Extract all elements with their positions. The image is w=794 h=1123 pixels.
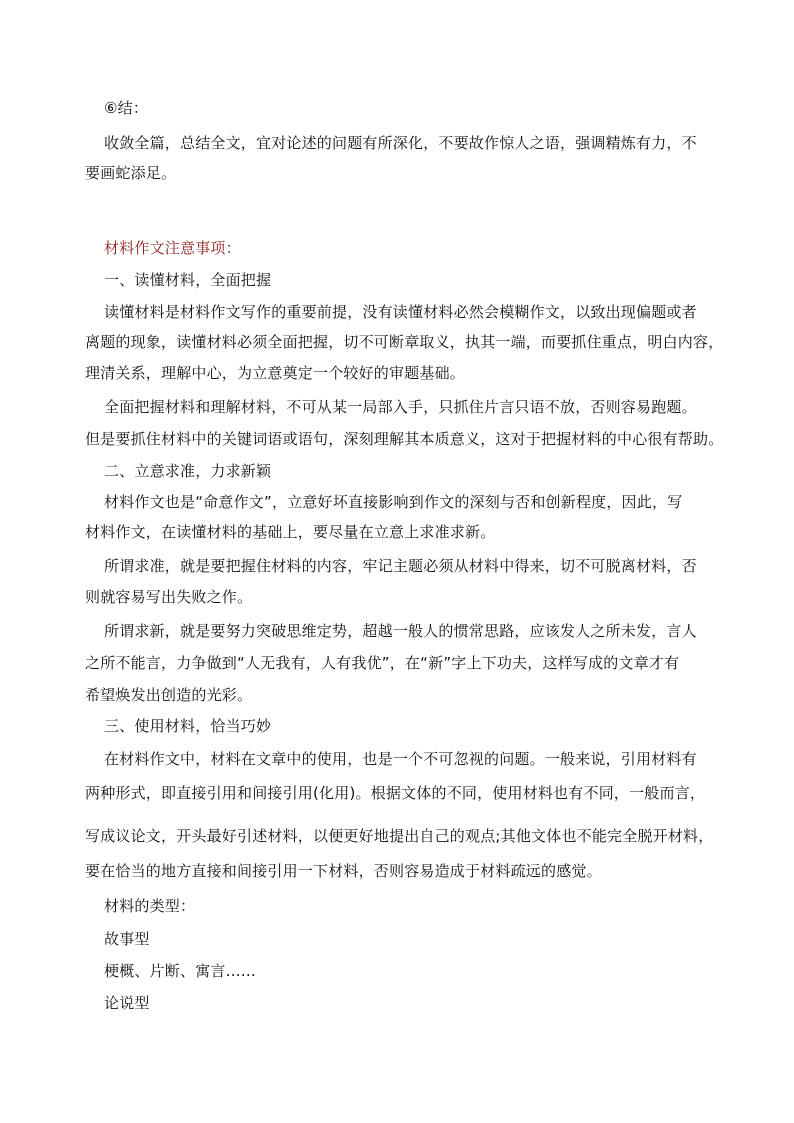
- paragraph-line: 要画蛇添足。: [85, 164, 177, 182]
- material-type-story: 故事型: [104, 930, 150, 948]
- paragraph-line: 全面把握材料和理解材料，不可从某一局部入手，只抓住片言只语不放，否则容易跑题。: [104, 398, 697, 416]
- paragraph-line: 材料作文，在读懂材料的基础上，要尽量在立意上求准求新。: [85, 523, 496, 541]
- section-title-material-essay: 材料作文注意事项：: [104, 239, 241, 257]
- subheading-two: 二、立意求准，力求新颖: [104, 462, 272, 480]
- subheading-three: 三、使用材料，恰当巧妙: [104, 717, 272, 735]
- paragraph-line: 两种形式，即直接引用和间接引用(化用)。根据文体的不同，使用材料也有不同，一般而言，: [85, 784, 706, 802]
- paragraph-line: 收敛全篇，总结全文，宜对论述的问题有所深化，不要故作惊人之语，强调精炼有力，不: [104, 134, 697, 152]
- paragraph-line: 离题的现象，读懂材料必须全面把握，切不可断章取义，执其一端，而要抓住重点，明白内容，: [85, 333, 724, 351]
- paragraph-line: 希望焕发出创造的光彩。: [85, 686, 253, 704]
- paragraph-line: 读懂材料是材料作文写作的重要前提，没有读懂材料必然会模糊作文，以致出现偏题或者: [104, 303, 697, 321]
- material-type-argument: 论说型: [104, 994, 150, 1012]
- section-heading-jie: ⑥结：: [104, 99, 149, 117]
- paragraph-line: 理清关系，理解中心，为立意奠定一个较好的审题基础。: [85, 364, 466, 382]
- paragraph-line: 则就容易写出失败之作。: [85, 588, 253, 606]
- paragraph-line: 所谓求新，就是要努力突破思维定势，超越一般人的惯常思路，应该发人之所未发，言人: [104, 622, 697, 640]
- material-types-label: 材料的类型：: [104, 897, 196, 915]
- paragraph-line: 要在恰当的地方直接和间接引用一下材料，否则容易造成于材料疏远的感觉。: [85, 862, 602, 880]
- paragraph-line: 写成议论文，开头最好引述材料，以便更好地提出自己的观点;其他文体也不能完全脱开材料，: [85, 827, 714, 845]
- paragraph-line: 材料作文也是“命意作文”，立意好坏直接影响到作文的深刻与否和创新程度，因此，写: [104, 493, 683, 511]
- material-type-story-examples: 梗概、片断、寓言……: [104, 962, 257, 980]
- subheading-one: 一、读懂材料，全面把握: [104, 271, 272, 289]
- paragraph-line: 之所不能言，力争做到“人无我有，人有我优”，在“新”字上下功夫，这样写成的文章才有: [85, 654, 680, 672]
- paragraph-line: 在材料作文中，材料在文章中的使用，也是一个不可忽视的问题。一般来说，引用材料有: [104, 750, 697, 768]
- paragraph-line: 但是要抓住材料中的关键词语或语句，深刻理解其本质意义，这对于把握材料的中心很有帮助。: [85, 430, 724, 448]
- paragraph-line: 所谓求准，就是要把握住材料的内容，牢记主题必须从材料中得来，切不可脱离材料，否: [104, 557, 697, 575]
